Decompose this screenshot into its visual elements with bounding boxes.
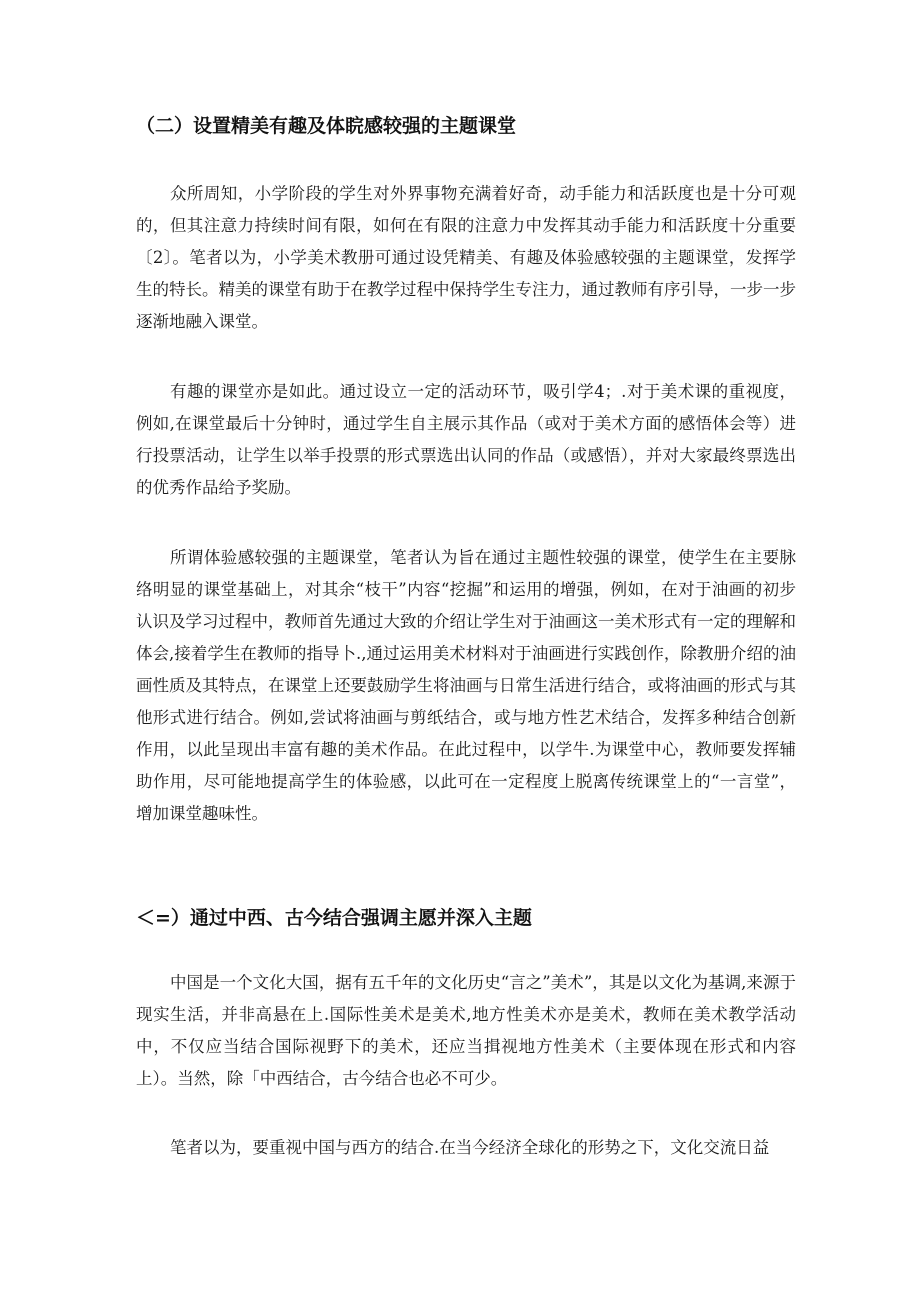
paragraph-cultural-nation: 中国是一个文化大国，据有五千年的文化历史“言之”美术”，其是以文化为基调,来源于现实生活，并非高悬在上.国际性美术是美术,地方性美术亦是美术，教师在美术教学活动中，不仅应当结合国际视野下的美术，还应当揖视地方性美术（主要体现在形式和内容上）。当然，除「中西结合，古今结合也必不可少。 bbox=[136, 973, 796, 1088]
section-heading-three: ＜=）通过中西、古今结合强调主愿并深入主题 bbox=[136, 907, 532, 929]
paragraph-attention-span: 众所周知，小学阶段的学生对外界事物充满着好奇，动手能力和活跃度也是十分可观的，但其注意力持续时间有限，如何在有限的注意力中发挥其动手能力和活跃度十分重要〔2〕。笔者以为，小学美术教册可通过设凭精美、有趣及体验感较强的主题课堂，发挥学生的特长。精美的课堂有助于在教学过程中保持学生专注力，通过教师有序引导，一步一步逐渐地融入课堂。 bbox=[136, 184, 796, 331]
paragraph-china-west: 笔者以为，要重视中国与西方的结合.在当今经济全球化的形势之下，文化交流日益 bbox=[170, 1138, 770, 1157]
paragraph-fun-classroom: 有趣的课堂亦是如此。通过设立一定的活动环节，吸引学4；.对于美术课的重视度，例如,在课堂最后十分钟时，通过学生自主展示其作品（或对于美术方面的感悟体会等）进行投票活动，让学生以举手投票的形式票选出认同的作品（或感悟），并对大家最终票选出的优秀作品给予奖励。 bbox=[136, 382, 796, 497]
section-heading-two: （二）设置精美有趣及体睆感较强的主题课堂 bbox=[136, 115, 517, 137]
paragraph-experiential-classroom: 所谓体验感较强的主题课堂，笔者认为旨在通过主题性较强的课堂，使学生在主要脉络明显的课堂基础上，对其余“枝干”内容“挖掘”和运用的增强，例如，在对于油画的初步认识及学习过程中，教师首先通过大致的介绍让学生对于油画这一美术形式有一定的理解和体会,接着学生在教师的指导卜.,通过运用美术材料对于油画进行实践创作，除教册介绍的油画性质及其特点，在课堂上还要鼓励学生将油画与日常生活进行结合，或将油画的形式与其他形式进行结合。例如,尝试将油画与剪纸结合，或与地方性艺术结合，发挥多种结合创新作用，以此呈现出丰富有趣的美术作品。在此过程中，以学牛.为课堂中心，教师要发挥辅助作用，尽可能地提高学生的体验感，以此可在一定程度上脱离传统课堂上的“一言堂”，增加课堂趣味性。 bbox=[136, 548, 796, 823]
